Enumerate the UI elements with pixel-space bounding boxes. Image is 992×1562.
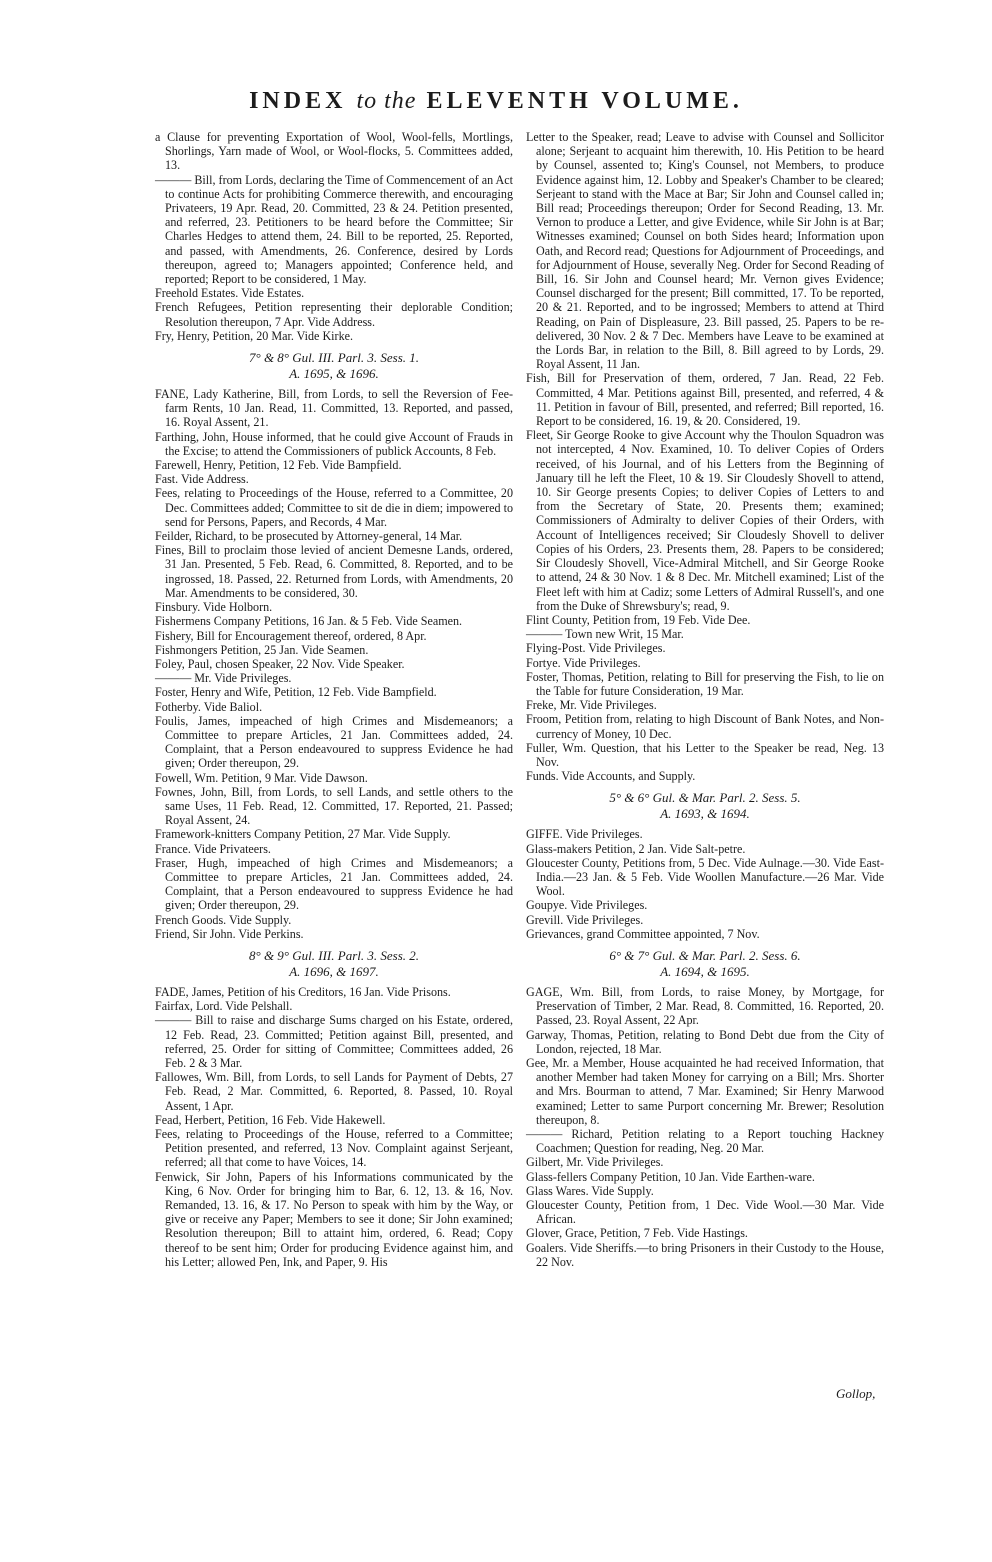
index-entry: Grievances, grand Committee appointed, 7 Nov. (526, 926, 760, 941)
section-entries (155, 985, 513, 1269)
section-heading (526, 790, 884, 822)
index-entry: Foley, Paul, chosen Speaker, 22 Nov. Vide Speaker. (155, 656, 405, 671)
index-entry: Letter to the Speaker, read; Leave to advise with Counsel and Sollicitor alone; Serjeant to acquaint him therewith, 10. His Petition to be heard by Counsel, assented to; King's Counsel, not Members, to produce Evidence against him, 12. Lobby and Speaker's Chamber to be cleared; Serjeant to stand with the Mace at Bar; Sir John and Counsel called in; Bill read; Proceedings thereupon; Order for Second Reading, 13. Mr. Vernon to produce a Letter, and give Evidence, while Sir John is at Bar; Witnesses examined; Counsel on both Sides heard; Information upon Oath, and Record read; Questions for Adjournment of Proceedings, and for Adjournment of House, severally Neg. Order for Second Reading of Bill, 16. Sir John and Counsel heard; Mr. Vernon gives Evidence; Counsel discharged for the present; Bill committed, 17. To be reported, 20 & 21. Reported, and to be ingrossed; Members to attend at Third Reading, on Pain of Displeasure, 23. Bill passed, 25. Papers to be re-delivered, 30 Nov. 2 & 7 Dec. Members have Leave to be examined at the Lords Bar, in relation to the Bill, 8. Bill agreed to by Lords, 29. Royal Assent, 11 Jan. (526, 130, 884, 372)
section-title: 8° & 9° Gul. III. Parl. 3. Sess. 2. (249, 947, 419, 963)
index-entry: Grevill. Vide Privileges. (526, 912, 644, 927)
index-entry: Gee, Mr. a Member, House acquainted he had received Information, that another Member had taken Money for carrying on a Bill; Mrs. Shorter and Mrs. Bourman to attend, 7 Mar. Examined; Sir Henry Marwood examined; Letter to same Purport concerning Mr. Brewer; Resolution thereupon, 8. (526, 1055, 884, 1127)
index-entry: Finsbury. Vide Holborn. (155, 600, 273, 615)
section-entries (155, 387, 513, 941)
section-heading (155, 948, 513, 980)
index-entry: ——— Mr. Vide Privileges. (155, 671, 292, 686)
catchword: Gollop, (836, 1386, 876, 1401)
index-entry: Fuller, Wm. Question, that his Letter to the Speaker be read, Neg. 13 Nov. (526, 740, 884, 769)
index-entry: Farthing, John, House informed, that he could give Account of Frauds in the Excise; to attend the Commissioners of publick Accounts, 8 Feb. (155, 429, 513, 458)
index-entry: Foulis, James, impeached of high Crimes and Misdemeanors; a Committee to prepare Articles, 21 Jan. Committees added, 24. Complaint, that a Person endeavoured to suppress Evidence he had given; Order thereupon, 29. (155, 713, 513, 771)
index-entry: Fraser, Hugh, impeached of high Crimes and Misdemeanors; a Committee to prepare Articles, 21 Jan. Committees added, 24. Complaint, that a Person endeavoured to suppress Evidence he had given; Order thereupon, 29. (155, 855, 513, 913)
index-entry: Flying-Post. Vide Privileges. (526, 641, 666, 656)
index-entry: Fishmongers Petition, 25 Jan. Vide Seamen. (155, 642, 369, 657)
index-entry: Fortye. Vide Privileges. (526, 655, 641, 670)
right-top-entries (526, 130, 884, 783)
index-entry: Goupye. Vide Privileges. (526, 898, 648, 913)
index-entry: Fast. Vide Address. (155, 472, 249, 487)
index-entry: Fish, Bill for Preservation of them, ordered, 7 Jan. Read, 22 Feb. Committed, 4 Mar. Petitions against Bill, presented, and referred, 4 & 11. Petition in favour of Bill, presented, and referred; Bill reported, 16. Report to be considered, 16. 19, & 20. Considered, 19. (526, 371, 884, 429)
section-year: A. 1694, & 1695. (660, 963, 750, 979)
index-entry: GAGE, Wm. Bill, from Lords, to raise Money, by Mortgage, for Preservation of Timber, 2 Mar. Read, 8. Committed, 16. Reported, 20. Passed, 23. Royal Assent, 22 Apr. (526, 984, 884, 1028)
index-entry: Fry, Henry, Petition, 20 Mar. Vide Kirke. (155, 328, 354, 343)
section-entries (526, 827, 884, 941)
index-entry: Fines, Bill to proclaim those levied of ancient Demesne Lands, ordered, 31 Jan. Presented, 5 Feb. Read, 6. Committed, 8. Reported, and to be ingrossed, 18. Passed, 22. Returned from Lords, with Amendments, 20 Mar. Amendments to be considered, 30. (155, 543, 513, 600)
index-entry: Fees, relating to Proceedings of the House, referred to a Committee, 20 Dec. Committees added; Committee to sit de die in diem; impowered to send for Persons, Papers, and Records, 4 Mar. (155, 486, 513, 529)
index-entry: Gloucester County, Petition from, 1 Dec. Vide Wool.—30 Mar. Vide African. (526, 1198, 884, 1227)
index-entry: Glass Wares. Vide Supply. (526, 1183, 654, 1198)
header-index: INDEX (249, 88, 347, 114)
index-entry: FADE, James, Petition of his Creditors, 16 Jan. Vide Prisons. (155, 984, 451, 999)
index-entry: Fees, relating to Proceedings of the House, referred to a Committee; Petition presented, and referred, 13 Nov. Complaint against Serjeant, referred; all that come to have Voices, 14. (155, 1127, 513, 1170)
section-title: 7° & 8° Gul. III. Parl. 3. Sess. 1. (249, 350, 419, 366)
index-entry: Friend, Sir John. Vide Perkins. (155, 926, 304, 941)
section-year: A. 1696, & 1697. (289, 963, 379, 979)
left-top-entries (155, 130, 513, 343)
index-entry: Freke, Mr. Vide Privileges. (526, 698, 657, 713)
index-entry: French Refugees, Petition representing their deplorable Condition; Resolution thereupon, 7 Apr. Vide Address. (155, 300, 513, 329)
index-entry: ——— Richard, Petition relating to a Report touching Hackney Coachmen; Question for reading, Neg. 20 Mar. (526, 1127, 884, 1156)
index-entry: a Clause for preventing Exportation of Wool, Wool-fells, Mortlings, Shorlings, Yarn made of Wool, or Wool-flocks, 5. Committees added, 13. (155, 130, 513, 173)
index-entry: Farewell, Henry, Petition, 12 Feb. Vide Bampfield. (155, 458, 402, 473)
index-entry: Fotherby. Vide Baliol. (155, 699, 263, 714)
page-header (0, 88, 992, 115)
index-entry: Goalers. Vide Sheriffs.—to bring Prisoners in their Custody to the House, 22 Nov. (526, 1240, 884, 1269)
left-column (155, 130, 513, 1269)
index-entry: GIFFE. Vide Privileges. (526, 827, 643, 842)
header-to-the: to the (356, 88, 417, 114)
index-entry: Fishermens Company Petitions, 16 Jan. & 5 Feb. Vide Seamen. (155, 614, 463, 629)
section-entries (526, 985, 884, 1269)
index-entry: Feilder, Richard, to be prosecuted by Attorney-general, 14 Mar. (155, 529, 463, 544)
section-year: A. 1693, & 1694. (660, 806, 750, 822)
header-volume: ELEVENTH VOLUME. (426, 88, 743, 114)
index-entry: Fairfax, Lord. Vide Pelshall. (155, 999, 293, 1014)
index-entry: Gloucester County, Petitions from, 5 Dec. Vide Aulnage.—30. Vide East-India.—23 Jan. & 5 Feb. Vide Woollen Manufacture.—26 Mar. Vide Wool. (526, 855, 884, 899)
section-year: A. 1695, & 1696. (289, 366, 379, 382)
section-title: 5° & 6° Gul. & Mar. Parl. 2. Sess. 5. (609, 790, 801, 806)
index-entry: French Goods. Vide Supply. (155, 912, 292, 927)
index-entry: Fallowes, Wm. Bill, from Lords, to sell Lands for Payment of Debts, 27 Feb. Read, 2 Mar. Committed, 6. Reported, 8. Passed, 10. Royal Assent, 1 Apr. (155, 1070, 513, 1113)
index-entry: Fownes, John, Bill, from Lords, to sell Lands, and settle others to the same Uses, 11 Feb. Read, 12. Committed, 17. Reported, 21. Passed; Royal Assent, 24. (155, 784, 513, 828)
index-entry: Freehold Estates. Vide Estates. (155, 286, 305, 301)
index-entry: Fleet, Sir George Rooke to give Account why the Thoulon Squadron was not intercepted, 4 Nov. Examined, 10. To deliver Copies of Orders received, of his Journal, and of his Letters from the Beginning of January till he left the Fleet, 10 & 19. Sir Cloudesly Shovell to attend, 10. Sir George presents Copies; to deliver Copies of Letters to and from the Secretary of State, 20. Presents them; examined; Commissioners of Admiralty to deliver Copies of their Orders, with Account of Intelligences received; Sir Cloudesly Shovell to deliver Copies of his Orders, 23. Presents them, 28. Papers to be considered; Sir Cloudesly Shovell, Vice-Admiral Mitchell, and Sir George Rooke to attend, 24 & 30 Nov. 1 & 8 Dec. Mr. Mitchell examined; List of the Fleet left with him at Cadiz; some Letters of Admiral Russell's, and one from the Duke of Shrewsbury's; read, 9. (526, 428, 884, 613)
right-column (526, 130, 884, 1269)
index-entry: Fenwick, Sir John, Papers of his Informations communicated by the King, 6 Nov. Order for bringing him to Bar, 6. 12, 13. & 16, Nov. Remanded, 13. 16, & 17. No Person to speak with him by the Way, or give or receive any Paper; Members to see it done; Sir John examined; Resolution thereupon; Bill to attaint him, ordered, 6. Read; Copy thereof to be sent him; Order for producing Evidence against him, and his Letter; allowed Pen, Ink, and Paper, 9. His (155, 1169, 513, 1269)
index-entry: ——— Town new Writ, 15 Mar. (526, 627, 684, 642)
index-entry: Flint County, Petition from, 19 Feb. Vide Dee. (526, 612, 751, 627)
index-entry: Framework-knitters Company Petition, 27 Mar. Vide Supply. (155, 827, 451, 842)
section-heading (526, 948, 884, 980)
index-entry: Glass-fellers Company Petition, 10 Jan. Vide Earthen-ware. (526, 1169, 815, 1184)
index-entry: Glover, Grace, Petition, 7 Feb. Vide Hastings. (526, 1226, 748, 1241)
index-entry: Fowell, Wm. Petition, 9 Mar. Vide Dawson. (155, 770, 368, 785)
index-entry: Foster, Thomas, Petition, relating to Bill for preserving the Fish, to lie on the Table for future Consideration, 19 Mar. (526, 669, 884, 698)
index-entry: France. Vide Privateers. (155, 841, 271, 856)
section-heading (155, 350, 513, 382)
section-title: 6° & 7° Gul. & Mar. Parl. 2. Sess. 6. (609, 947, 801, 963)
index-entry: FANE, Lady Katherine, Bill, from Lords, to sell the Reversion of Fee-farm Rents, 10 Jan. Read, 11. Committed, 13. Reported, and passed, 16. Royal Assent, 21. (155, 387, 513, 430)
index-entry: Glass-makers Petition, 2 Jan. Vide Salt-petre. (526, 841, 746, 856)
index-entry: Garway, Thomas, Petition, relating to Bond Debt due from the City of London, rejected, 18 Mar. (526, 1027, 884, 1056)
index-entry: Gilbert, Mr. Vide Privileges. (526, 1155, 664, 1170)
index-entry: Froom, Petition from, relating to high Discount of Bank Notes, and Non-currency of Money, 10 Dec. (526, 712, 884, 741)
index-entry: ——— Bill, from Lords, declaring the Time of Commencement of an Act to continue Acts for prohibiting Commerce therewith, and encouraging Privateers, 19 Apr. Read, 20. Committed, 23 & 24. Petition presented, and referred, 23. Petitioners to be heard before the Committee; Sir Charles Hedges to attend them, 24. Bill to be reported, 25. Reported, and passed, with Amendments, 26. Conference, desired by Lords thereupon, agreed to; Managers appointed; Conference held, and reported; Report to be considered, 1 May. (155, 172, 513, 287)
index-entry: Fead, Herbert, Petition, 16 Feb. Vide Hakewell. (155, 1112, 386, 1127)
index-entry: Foster, Henry and Wife, Petition, 12 Feb. Vide Bampfield. (155, 685, 437, 700)
index-entry: Funds. Vide Accounts, and Supply. (526, 769, 696, 784)
index-entry: ——— Bill to raise and discharge Sums charged on his Estate, ordered, 12 Feb. Read, 23. Committed; Petition against Bill, presented, and referred, 25. Order for sitting of Committee; Committees added, 26 Feb. 2 & 3 Mar. (155, 1013, 513, 1070)
index-entry: Fishery, Bill for Encouragement thereof, ordered, 8 Apr. (155, 628, 427, 643)
